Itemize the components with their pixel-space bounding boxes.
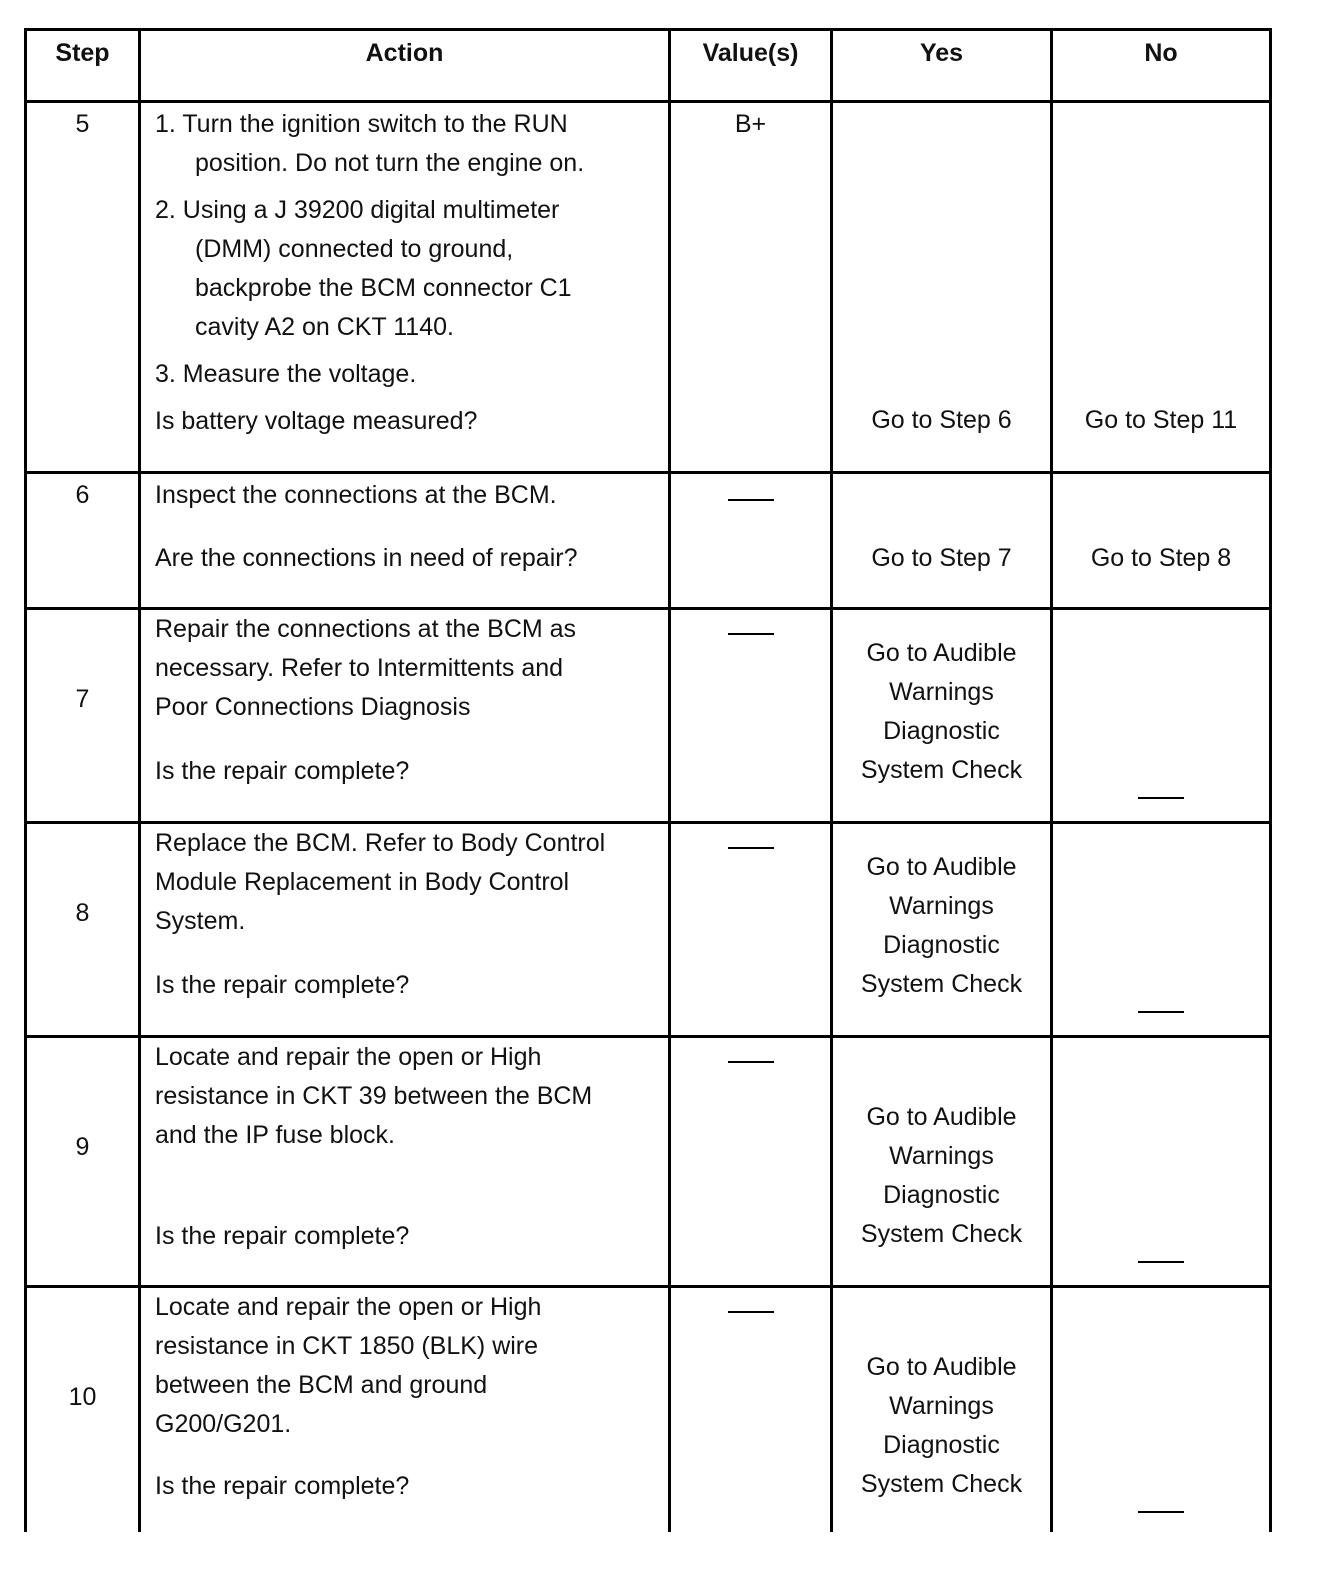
- action-text: [141, 824, 668, 1035]
- yes-cell: [833, 1288, 1050, 1532]
- yes-line: Warnings: [889, 678, 994, 706]
- action-line: Locate and repair the open or High: [155, 1293, 542, 1321]
- no-dash: [1138, 1011, 1184, 1013]
- step-number: 7: [75, 685, 90, 713]
- action-text: [141, 1038, 668, 1285]
- no-cell: [1053, 610, 1269, 821]
- yes-line: Go to Audible: [866, 1103, 1017, 1131]
- no-dash: [1138, 1261, 1184, 1263]
- step-number: 8: [75, 899, 90, 927]
- action-question: Is battery voltage measured?: [155, 407, 478, 435]
- action-line: necessary. Refer to Intermittents and: [155, 654, 564, 682]
- value-dash: [728, 499, 774, 501]
- table-row: [24, 474, 1272, 607]
- yes-line: System Check: [860, 756, 1023, 784]
- action-question: Is the repair complete?: [155, 1222, 410, 1250]
- yes-line: Go to Audible: [866, 1353, 1017, 1381]
- no-dash: [1138, 1511, 1184, 1513]
- value-cell: [671, 610, 830, 821]
- action-line: (DMM) connected to ground,: [195, 235, 514, 263]
- step-number: 9: [75, 1133, 90, 1161]
- yes-line: System Check: [860, 1220, 1023, 1248]
- value-dash: [728, 847, 774, 849]
- header-step: Step: [55, 39, 110, 67]
- table-row: [24, 1038, 1272, 1285]
- action-question: Are the connections in need of repair?: [155, 544, 578, 572]
- action-line: System.: [155, 907, 246, 935]
- header-row: [24, 31, 1272, 100]
- value-cell: [671, 474, 830, 607]
- header-action: Action: [365, 39, 444, 67]
- yes-cell: Go to Step 7: [871, 544, 1012, 572]
- no-cell: Go to Step 8: [1090, 544, 1232, 572]
- header-yes: Yes: [919, 39, 964, 67]
- value-cell: [671, 824, 830, 1035]
- yes-line: System Check: [860, 970, 1023, 998]
- action-line: and the IP fuse block.: [155, 1121, 395, 1149]
- table-row: [24, 610, 1272, 821]
- yes-line: Warnings: [889, 892, 994, 920]
- action-line: G200/G201.: [155, 1410, 292, 1438]
- no-cell: [1053, 1038, 1269, 1285]
- action-line: position. Do not turn the engine on.: [195, 149, 585, 177]
- value-dash: [728, 633, 774, 635]
- no-dash: [1138, 797, 1184, 799]
- yes-cell: [833, 1038, 1050, 1285]
- table-row: [24, 103, 1272, 471]
- yes-line: Diagnostic: [883, 717, 1000, 745]
- action-question: Is the repair complete?: [155, 757, 410, 785]
- yes-cell: Go to Step 6: [871, 406, 1012, 434]
- yes-line: Diagnostic: [883, 1181, 1000, 1209]
- yes-line: System Check: [860, 1470, 1023, 1498]
- action-line: Inspect the connections at the BCM.: [155, 481, 557, 509]
- header-no: No: [1144, 39, 1178, 67]
- action-line: Repair the connections at the BCM as: [155, 615, 577, 643]
- value-cell: [671, 1038, 830, 1285]
- action-text: [141, 610, 668, 821]
- yes-line: Diagnostic: [883, 1431, 1000, 1459]
- no-cell: Go to Step 11: [1084, 406, 1238, 434]
- action-line: cavity A2 on CKT 1140.: [195, 313, 454, 341]
- value-cell: B+: [734, 110, 767, 138]
- value-dash: [728, 1311, 774, 1313]
- action-line: Module Replacement in Body Control: [155, 868, 570, 896]
- action-question: Is the repair complete?: [155, 971, 410, 999]
- table-row: [24, 1288, 1272, 1532]
- value-dash: [728, 1061, 774, 1063]
- step-number: 10: [68, 1383, 97, 1411]
- no-cell: [1053, 824, 1269, 1035]
- step-number: 5: [75, 110, 90, 138]
- yes-line: Warnings: [889, 1392, 994, 1420]
- action-line: between the BCM and ground: [155, 1371, 488, 1399]
- action-line: backprobe the BCM connector C1: [195, 274, 572, 302]
- action-line: Locate and repair the open or High: [155, 1043, 542, 1071]
- action-line: 2. Using a J 39200 digital multimeter: [155, 196, 560, 224]
- no-cell: [1053, 1288, 1269, 1532]
- step-number: 6: [75, 481, 90, 509]
- action-text: [141, 103, 668, 471]
- yes-cell: [833, 610, 1050, 821]
- yes-line: Diagnostic: [883, 931, 1000, 959]
- yes-cell: [833, 824, 1050, 1035]
- value-cell: [671, 1288, 830, 1532]
- action-text: [141, 474, 668, 607]
- header-values: Value(s): [702, 39, 799, 67]
- yes-line: Go to Audible: [866, 639, 1017, 667]
- action-question: Is the repair complete?: [155, 1472, 410, 1500]
- table-row: [24, 824, 1272, 1035]
- action-line: 3. Measure the voltage.: [155, 360, 417, 388]
- action-line: resistance in CKT 39 between the BCM: [155, 1082, 593, 1110]
- action-text: [141, 1288, 668, 1532]
- action-line: 1. Turn the ignition switch to the RUN: [155, 110, 568, 138]
- action-line: Replace the BCM. Refer to Body Control: [155, 829, 606, 857]
- yes-line: Go to Audible: [866, 853, 1017, 881]
- yes-line: Warnings: [889, 1142, 994, 1170]
- action-line: resistance in CKT 1850 (BLK) wire: [155, 1332, 539, 1360]
- action-line: Poor Connections Diagnosis: [155, 693, 471, 721]
